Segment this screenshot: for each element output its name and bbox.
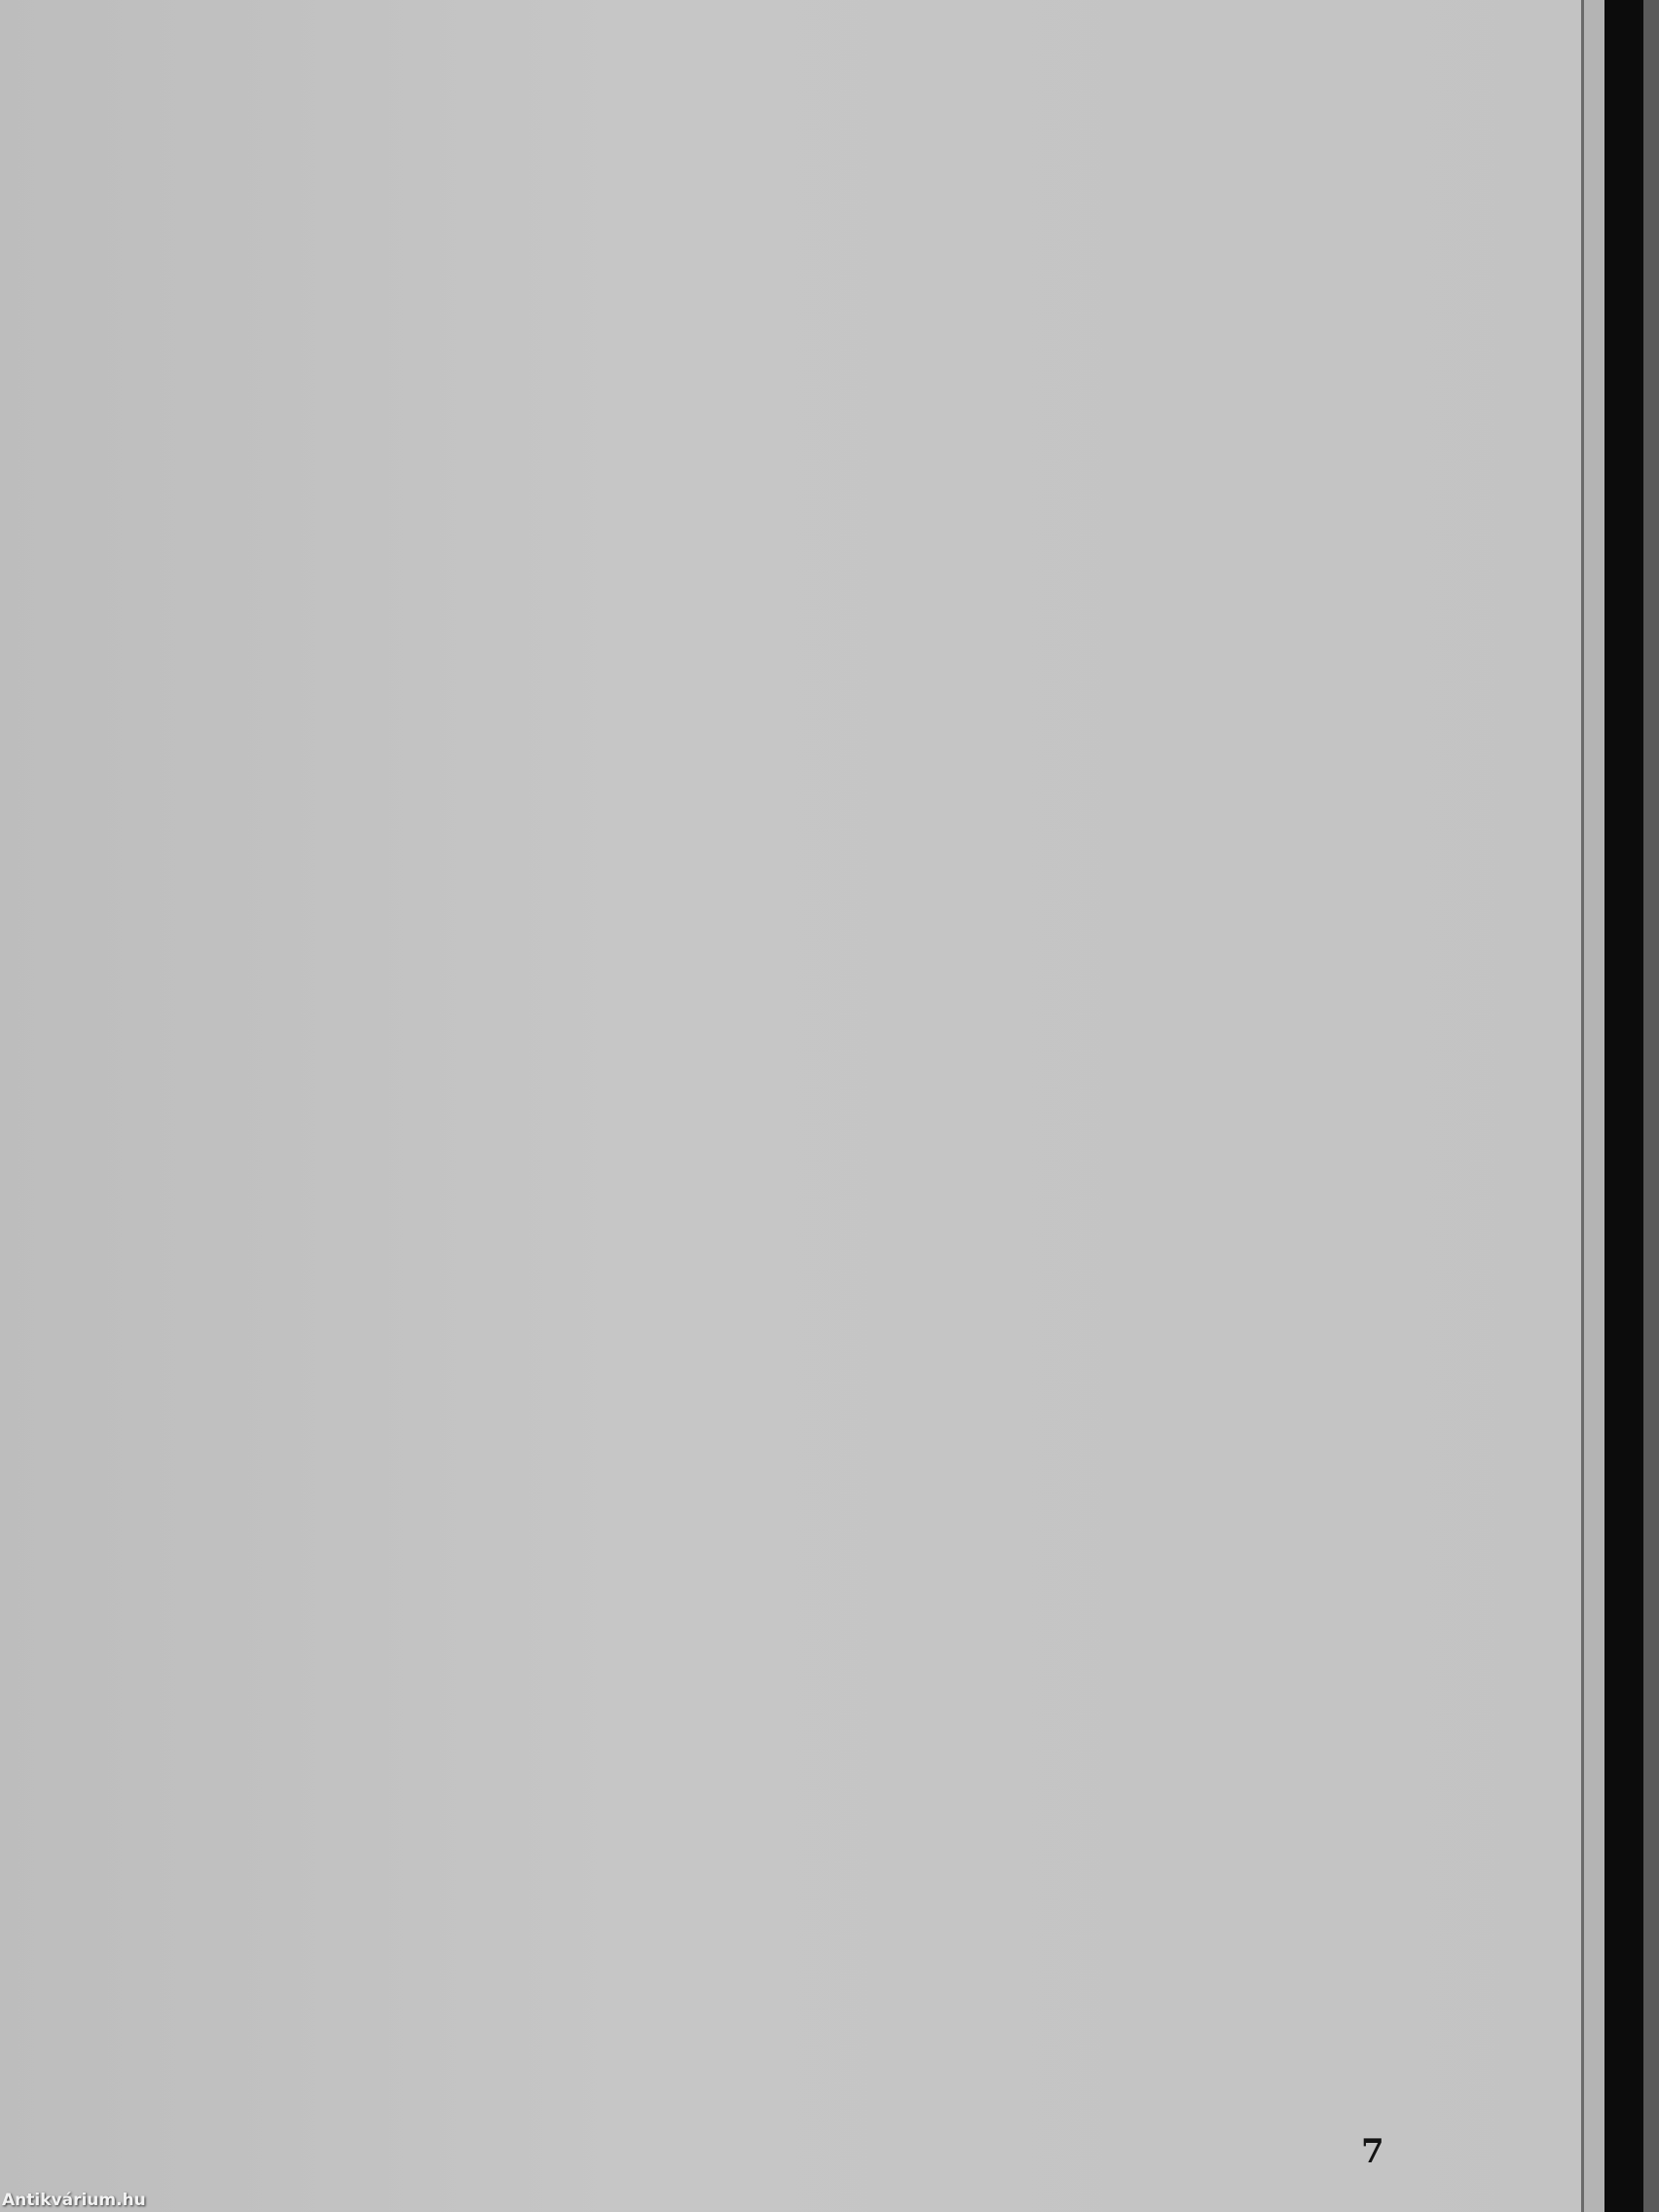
- toc-entry[interactable]: [0, 708, 1382, 753]
- dot-leader: [488, 897, 1261, 941]
- toc-entry[interactable]: [0, 519, 1382, 564]
- toc-entry[interactable]: [0, 1087, 1382, 1131]
- toc-entry[interactable]: [0, 850, 1382, 895]
- toc-entry[interactable]: [0, 92, 1382, 137]
- toc-entry[interactable]: [0, 281, 1382, 326]
- watermark: Antikvárium.hu: [2, 2191, 146, 2210]
- toc-entry[interactable]: [0, 1702, 1382, 1747]
- toc-entry[interactable]: [0, 566, 1382, 610]
- toc-entry[interactable]: [0, 1134, 1382, 1179]
- dot-leader: [714, 660, 1261, 705]
- dot-leader: [518, 92, 1261, 137]
- toc-entry[interactable]: [0, 1371, 1382, 1416]
- toc-entry[interactable]: [0, 1986, 1382, 2031]
- toc-entry[interactable]: [0, 235, 1382, 279]
- dot-leader: [638, 1844, 1261, 1889]
- toc-entry[interactable]: [0, 613, 1382, 658]
- dot-leader: [911, 1702, 1261, 1747]
- dot-leader: [763, 1504, 1261, 1549]
- dot-leader: [652, 708, 1261, 753]
- toc-entry[interactable]: [0, 187, 1382, 232]
- book-binding: [1604, 0, 1643, 2212]
- dot-leader: [974, 1134, 1261, 1179]
- dot-leader: [491, 140, 1261, 185]
- dot-leader: [983, 1229, 1261, 1273]
- toc-entry[interactable]: [0, 140, 1382, 185]
- dot-leader: [296, 1796, 1261, 1841]
- page-number: 7: [1361, 2132, 1384, 2171]
- dot-leader: [527, 1031, 1262, 1076]
- toc-entry[interactable]: [0, 329, 1382, 374]
- toc-entry[interactable]: [0, 1796, 1382, 1841]
- book-binding-edge: [1643, 0, 1659, 2212]
- page-edge-strip: [1584, 0, 1604, 2212]
- dot-leader: [545, 1087, 1261, 1131]
- dot-leader: [456, 1371, 1261, 1416]
- index-entry[interactable]: [0, 2043, 1382, 2087]
- dot-leader: [467, 281, 1261, 326]
- toc-entry[interactable]: [0, 802, 1382, 847]
- toc-entry[interactable]: [0, 1607, 1382, 1652]
- dot-leader: [581, 1275, 1261, 1320]
- dot-leader: [808, 329, 1261, 374]
- toc-entry[interactable]: [0, 660, 1382, 705]
- toc-entry[interactable]: [0, 1844, 1382, 1889]
- dot-leader: [1132, 1181, 1261, 1226]
- toc-entry[interactable]: [0, 1750, 1382, 1794]
- dot-leader: [926, 1938, 1261, 1983]
- dot-leader: [1101, 613, 1261, 658]
- toc-entry[interactable]: [0, 1560, 1382, 1604]
- toc-entry[interactable]: [0, 1229, 1382, 1273]
- dot-leader: [1124, 187, 1261, 232]
- toc-entry[interactable]: [0, 1891, 1382, 1936]
- chapter-title-entry[interactable]: [0, 463, 1382, 508]
- dot-leader: [669, 1607, 1262, 1652]
- toc-entry[interactable]: [0, 1938, 1382, 1983]
- dot-leader: [309, 802, 1261, 847]
- dot-leader: [337, 2043, 1261, 2087]
- dot-leader: [537, 235, 1261, 279]
- chapter-title-entry[interactable]: [0, 1031, 1382, 1076]
- toc-entry[interactable]: [0, 756, 1382, 800]
- dot-leader: [603, 566, 1261, 610]
- chapter-title-entry[interactable]: [0, 1504, 1382, 1549]
- toc-entry[interactable]: [0, 1654, 1382, 1699]
- dot-leader: [875, 1986, 1261, 2031]
- dot-leader: [751, 463, 1261, 508]
- toc-entry[interactable]: [0, 1323, 1382, 1368]
- toc-entry[interactable]: [0, 897, 1382, 941]
- toc-entry[interactable]: [0, 1181, 1382, 1226]
- toc-entry[interactable]: [0, 1275, 1382, 1320]
